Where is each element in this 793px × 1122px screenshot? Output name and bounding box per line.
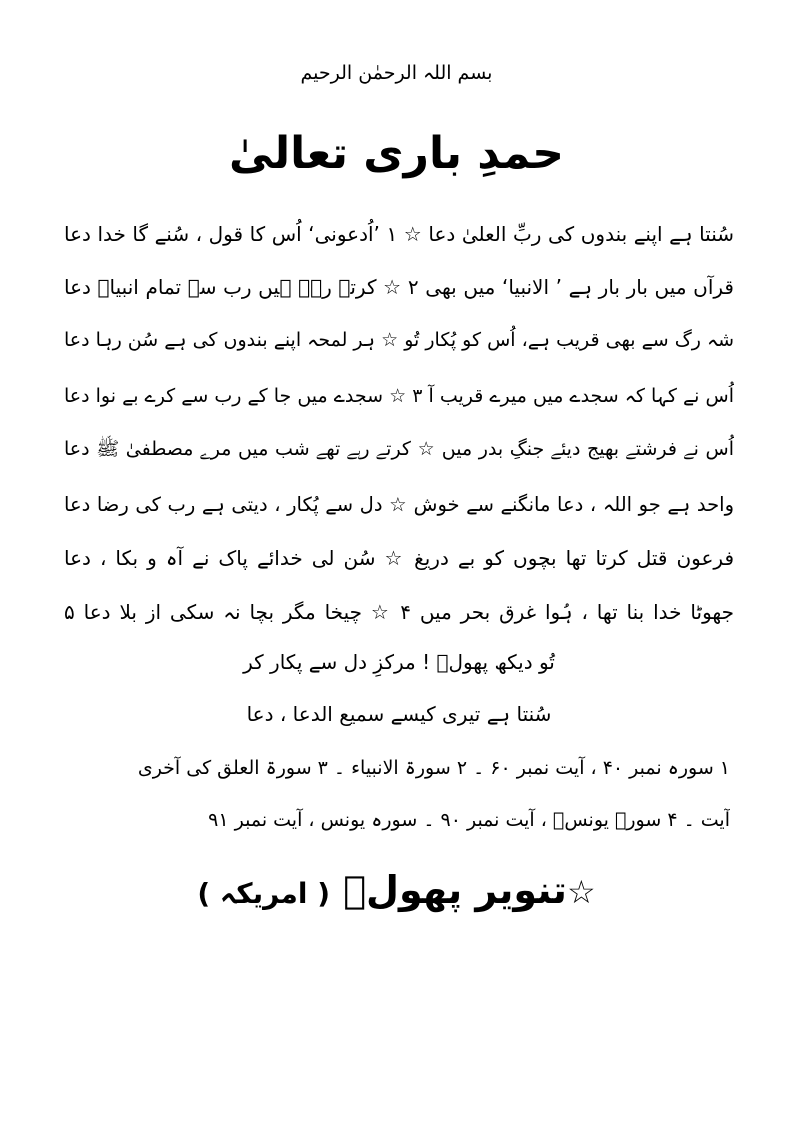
poem-line-10: سُنتا ہے تیری کیسے سمیع الدعا ، دعا <box>246 702 552 726</box>
poem-line-9: تُو دیکھ پھولؔ ! مرکزِ دل سے پکار کر <box>243 650 555 674</box>
footnote-line-2: آیت ۔ ۴ سورہ یونسؔ ، آیت نمبر ۹۰ ۔ سورہ یونس ، آیت نمبر ۹۱ <box>208 809 730 831</box>
author-name: تنویر پھولؔ <box>343 868 567 912</box>
poem-line-2: قرآں میں بار بار ہے ’ الانبیا‘ میں بھی ۲ ☆ کرتے رہے ہیں رب سے تمام انبیاؑ دعا <box>64 275 734 299</box>
author-signature <box>0 868 793 912</box>
bismillah-heading: بسم اللہ الرحمٰن الرحیم <box>300 62 493 84</box>
star-icon: ☆ <box>566 873 596 911</box>
footnote-line-1: ۱ سورہ نمبر ۴۰ ، آیت نمبر ۶۰ ۔ ۲ سورۃ الانبیاء ۔ ۳ سورۃ العلق کی آخری <box>137 757 730 779</box>
poem-line-1: سُنتا ہے اپنے بندوں کی ربِّ العلیٰ دعا ☆ ۱ ’اُدعونی‘ اُس کا قول ، سُنے گا خدا دعا <box>64 222 734 246</box>
author-location: ( امریکہ ) <box>197 877 331 910</box>
poem-line-3: شہ رگ سے بھی قریب ہے، اُس کو پُکار تُو ☆ ہر لمحہ اپنے بندوں کی ہے سُن رہا دعا <box>64 329 734 351</box>
poem-line-7: فرعون قتل کرتا تھا بچوں کو بے دریغ ☆ سُن لی خدائے پاک نے آہ و بکا ، دعا <box>64 546 734 570</box>
poem-line-6: واحد ہے جو اللہ ، دعا مانگنے سے خوش ☆ دل سے پُکار ، دیتی ہے رب کی رضا دعا <box>64 493 734 516</box>
poem-title: حمدِ باری تعالیٰ <box>229 128 564 179</box>
poem-line-4: اُس نے کہا کہ سجدے میں میرے قریب آ ۳ ☆ سجدے میں جا کے رب سے کرے بے نوا دعا <box>64 385 734 407</box>
poem-line-5: اُس نے فرشتے بھیج دیئے جنگِ بدر میں ☆ کرتے رہے تھے شب میں مرے مصطفیٰ ﷺ دعا <box>64 438 734 460</box>
poem-line-8: جھوٹا خدا بنا تھا ، ہُوا غرق بحر میں ۴ ☆ چیخا مگر بچا نہ سکی از بلا دعا ۵ <box>64 600 734 624</box>
